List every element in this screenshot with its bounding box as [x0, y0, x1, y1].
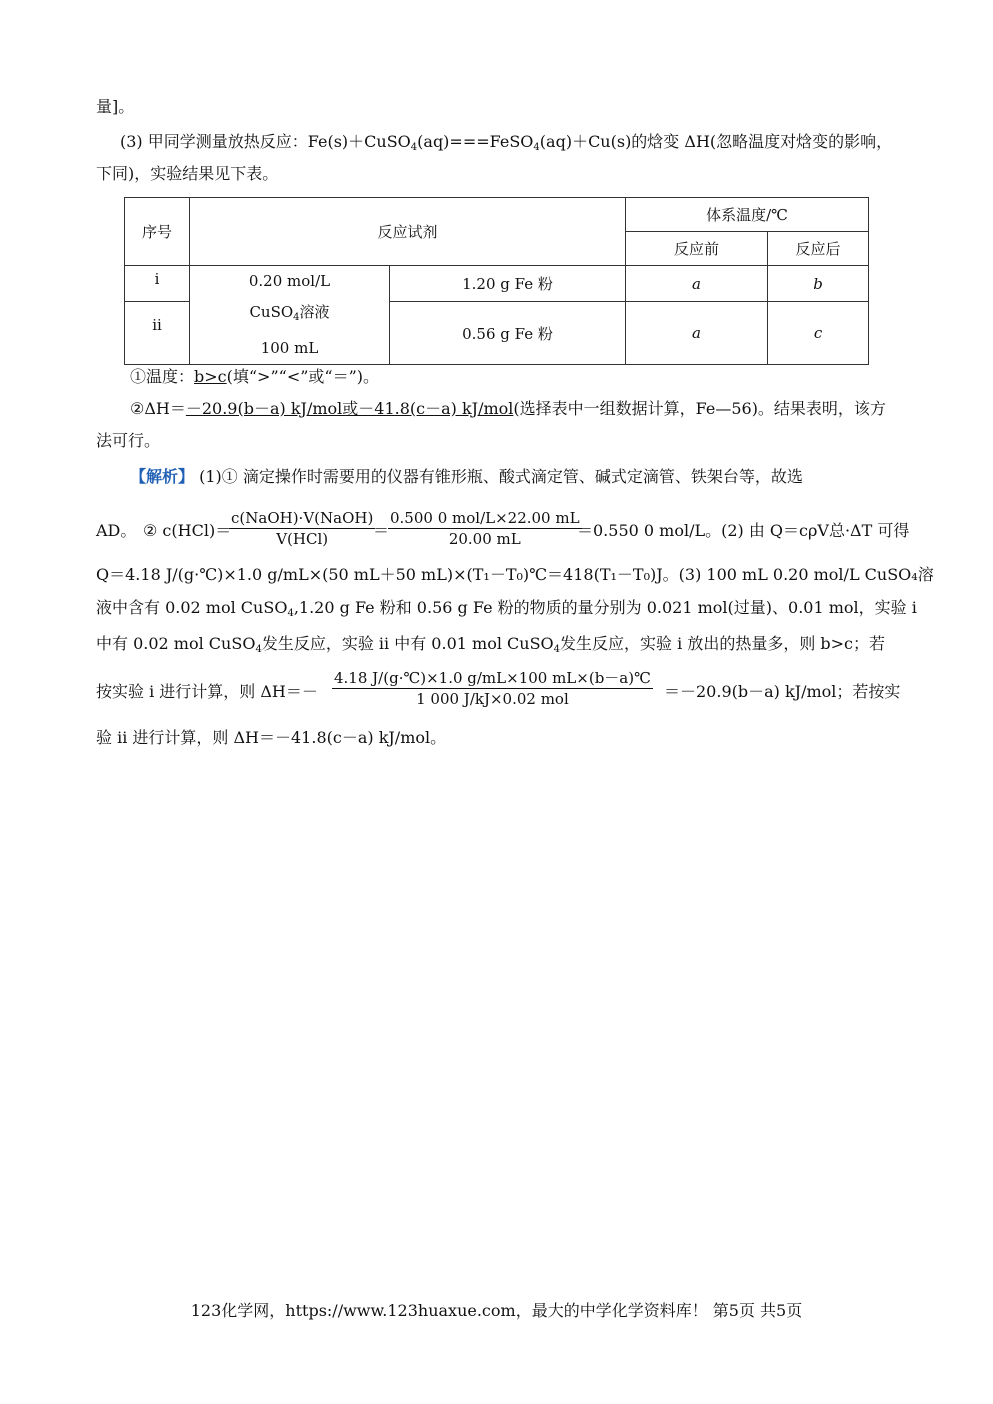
- header-seq: 序号: [125, 198, 190, 266]
- row1-seq: i: [125, 266, 190, 302]
- cuso4-solution-cell: 0.20 mol/L CuSO$_4$溶液 100 mL: [190, 266, 390, 365]
- analysis-line-6-start: 按实验 i 进行计算，则 ΔH＝－: [96, 682, 318, 701]
- text-line-q3: (3) 甲同学测量放热反应：Fe(s)＋CuSO$_4$(aq)===FeSO$_4$(aq)＋Cu(s)的焓变 ΔH(忽略温度对焓变的影响，: [120, 132, 893, 153]
- text-line-q3-cont: 下同)，实验结果见下表。: [96, 164, 279, 183]
- analysis-line-2-c: ② c(HCl)＝: [143, 521, 232, 540]
- fraction-delta-h: 4.18 J/(g·℃)×1.0 g/mL×100 mL×(b－a)℃ 1 000 J/kJ×0.02 mol: [334, 669, 651, 708]
- equals-sign: ＝: [373, 521, 390, 540]
- analysis-line-2-end: ＝0.550 0 mol/L。(2) 由 Q＝cρV总·ΔT 可得: [577, 521, 910, 540]
- row1-before: a: [626, 266, 768, 302]
- analysis-line-4: 液中含有 0.02 mol CuSO$_4$,1.20 g Fe 粉和 0.56 g Fe 粉的物质的量分别为 0.021 mol(过量)、0.01 mol，实验 i: [96, 598, 917, 619]
- answer-delta-h-cont: 法可行。: [96, 431, 161, 450]
- header-reagent: 反应试剂: [190, 198, 626, 266]
- text-line-continuation: 量]。: [96, 97, 135, 116]
- page-footer: 123化学网，https://www.123huaxue.com，最大的中学化学资料库！ 第5页 共5页: [190, 1301, 803, 1320]
- answer-delta-h: ②ΔH＝－20.9(b－a) kJ/mol或－41.8(c－a) kJ/mol(选择表中一组数据计算，Fe—56)。结果表明，该方: [130, 399, 886, 418]
- analysis-line-6-end: ＝－20.9(b－a) kJ/mol；若按实: [664, 682, 901, 701]
- row1-fe: 1.20 g Fe 粉: [390, 266, 626, 302]
- row2-fe: 0.56 g Fe 粉: [390, 302, 626, 365]
- row2-before: a: [626, 302, 768, 365]
- answer-temperature: ①温度：b>c(填“>”“<”或“＝”)。: [130, 367, 380, 386]
- header-temp: 体系温度/℃: [626, 198, 869, 232]
- fraction-c-hcl: c(NaOH)·V(NaOH) V(HCl): [231, 509, 374, 548]
- experiment-table: [124, 197, 869, 365]
- header-after: 反应后: [768, 232, 869, 266]
- row2-seq: ii: [125, 302, 190, 365]
- analysis-line-7: 验 ii 进行计算，则 ΔH＝－41.8(c－a) kJ/mol。: [96, 728, 447, 747]
- analysis-label: 【解析】: [130, 467, 195, 486]
- analysis-line-1: 【解析】 (1)① 滴定操作时需要用的仪器有锥形瓶、酸式滴定管、碱式定滴管、铁架台等，故选: [130, 467, 803, 486]
- row1-after: b: [768, 266, 869, 302]
- analysis-line-5: 中有 0.02 mol CuSO$_4$发生反应，实验 ii 中有 0.01 mol CuSO$_4$发生反应，实验 i 放出的热量多，则 b>c；若: [96, 634, 886, 655]
- row2-after: c: [768, 302, 869, 365]
- header-before: 反应前: [626, 232, 768, 266]
- analysis-line-3: Q＝4.18 J/(g·℃)×1.0 g/mL×(50 mL＋50 mL)×(T₁－T₀)℃＝418(T₁－T₀)J。(3) 100 mL 0.20 mol/L CuSO₄溶: [96, 565, 934, 584]
- analysis-line-2-start: AD。: [96, 521, 137, 540]
- fraction-values: 0.500 0 mol/L×22.00 mL 20.00 mL: [390, 509, 580, 548]
